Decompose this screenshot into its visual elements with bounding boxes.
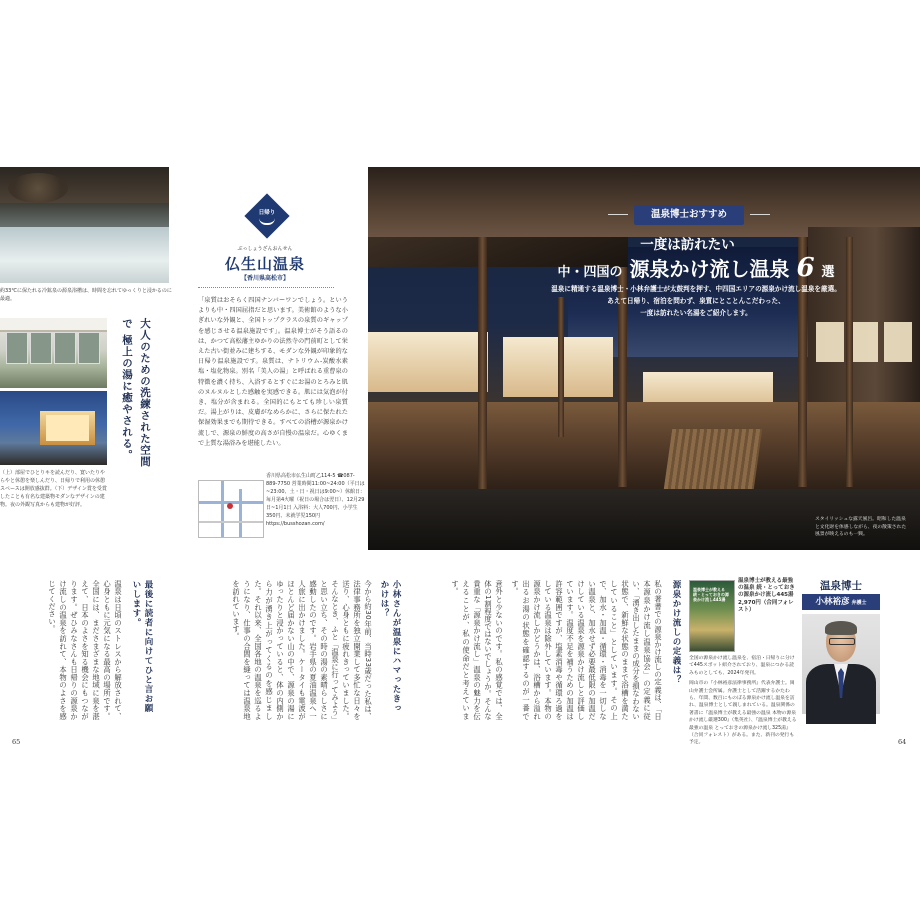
hero-title-line2 <box>536 253 856 283</box>
access-map <box>198 480 264 538</box>
hero-title-prefix: 中・四国の <box>557 265 623 280</box>
hero-title-number: 6 <box>796 253 815 283</box>
book-price: 2,970円（合同フォレスト） <box>738 599 794 613</box>
onsen-location: 【香川県高松市】 <box>240 275 289 282</box>
expert-role: 弁護士 <box>851 600 867 606</box>
book-desc-text: 全国の源泉かけ流し温泉を、宿泊・日帰りに分けて445スポット紹介されており、温泉につかる読みものとしても、2024年発刊。 <box>689 656 795 676</box>
expert-profile: 岡山市の『小林裕彦法律事務所』代表弁護士。岡山弁護士会所属。弁護士として活躍するかたわら、年間、数百にものぼる源泉かけ流し温泉を訪れ、温泉博士として親しまれている。温泉関係の著書に『温泉博士が教える最強の温泉 本物の源泉かけ流し厳選300』（集英社）、『温泉博士が教える最強の温泉 とっておきの源泉かけ流し325湯』（合同フォレスト）がある。また、新刊の発行も予定。 <box>689 681 797 746</box>
onsen-ruby: ぶっしょうざんおんせん <box>237 246 293 252</box>
photo-bottom-caption: （上）部屋でひとりキを読んだり、寛いたりやらやと休憩を楽しんだり、日帰りで利用の休憩スペースは開放感抜群。（下）デザイン賞を受賞したことも有名な建築物モダンなデザインの建物。夜の外観写真からも建物が好評。 <box>0 470 107 508</box>
mid-col-text-b: 今から約30年前、当時33歳だった私は、法律事務所を独立開業して多忙な日々を送り、心身ともに疲れきっていました。そんなとき、ふと「温泉に行ってみよう」と思い立ち、その時の湯の素晴らしさに感動したのです。岩手県の夏油温泉へ一人旅に出かけました。ケータイも電波がほとんど届かない山の中で、源泉の湯にゆったりと浸かっていると、体の内側から力が湧き上がってくるのを感じました。それ以来、全国各地の温泉を巡るようになり、仕事の合間を縫っては温泉地を訪れています。 <box>232 580 373 720</box>
hero-label: 温泉博士おすすめ <box>634 205 744 225</box>
hero-title-main: 源泉かけ流し温泉 <box>629 257 790 281</box>
photo-top-caption: 約33℃に保たれる冷鉱泉の源泉浴槽は、時間を忘れてゆっくりと浸かるのに最適。 <box>0 288 172 302</box>
hero-lead-3: 一度は訪れたい名湯をご紹介します。 <box>640 309 752 317</box>
onsen-body-text: 「泉質はおそらく四国ナンバーワンでしょう。というよりも中・四国屈指だと思います。美術館のような小ぎれいな外観と、全国トップクラスの泉質のギャップを感じさせる温泉施設です」。温泉博士がそう語るのは、かつて高松藩主ゆかりの法然寺の門前町として栄えた古い街並みに建ちする、モダンな外観が印象的な日帰り温泉施設です。泉質は、ナトリウム-炭酸水素塩・塩化物泉。別名「美人の湯」と呼ばれる重曹泉の特徴を濃く持ち、入浴するとすぐにお湯のとろみと肌のヌルヌルとした感触を実感できる。肌には気泡が付き、塩分が含まれる。全国的にもとても珍しい泉質だ。湯上がりは、皮膚がなめらかに、さらに保たれた保湿効果までも期待できる。すべての浴槽が源泉かけ流しで、源泉の鮮度の高さが自慢の温泉だ。心ゆくまで上質な湯浴みを堪能したい。 <box>198 297 348 447</box>
day-trip-badge <box>244 193 289 238</box>
hero-title-suffix: 選 <box>821 265 835 280</box>
onsen-info: 香川県高松市仏生山町乙114-5 ☎087-889-7750 営業時間11:00~24:00（平日は~23:00、土・日・祝日は9:00~）休館日：毎月第4火曜（祝日の場合は翌日）、12月29日~1月1日 入浴料：大人700円、小学生350円、未就学児150円 https://busshozan.com/ <box>266 473 366 527</box>
hero-lead <box>536 283 856 319</box>
hero-title-line1: 一度は訪れたい <box>640 237 735 253</box>
page-number-left: 65 <box>12 738 21 746</box>
rest-area-photo <box>0 318 107 388</box>
onsen-name: 仏生山温泉 <box>224 255 305 273</box>
hero-lead-1: 温泉に精通する温泉博士・小林弁護士が太鼓判を押す、中四国エリアの源泉かけ流し温泉を厳選。 <box>551 285 841 293</box>
book-info <box>738 578 798 614</box>
expert-title: 温泉博士 <box>820 580 862 592</box>
hero-lead-2: あえて日帰り、宿泊を問わず、泉質にとことんこだわった、 <box>607 297 785 305</box>
left-col-heading: 最後に読者に向けてひと言お願いします。 <box>131 580 153 713</box>
book-cover-title: 温泉博士が教える 続・とっておきの源泉かけ流し445湯 <box>693 587 729 602</box>
onsen-bath-photo <box>0 167 169 283</box>
book-title: 温泉博士が教える最強の温泉 続・とっておきの源泉かけ流し445湯 <box>738 578 795 599</box>
right-col-text: 私の著書での源泉かけ流しの定義は、「日本源泉かけ流し温泉協会」の定義に従い、「湧き出したままの成分を損なわない状態で、新鮮な状態のままで浴槽を満たしていること」としています。その上で、加水・加温・循環・消毒を一切しない温泉と、加水せず必要最低限の加温だけしている温泉を源泉かけ流しと評価しています。温度不足を補うための加温は許容範囲ですが、塩素消毒や循環ろ過をしている温泉は除外しています。本物の源泉かけ流しかどうかは、浴槽から溢れ出るお湯の状態を確認するのが一番です。 <box>511 580 663 720</box>
expert-portrait <box>802 614 880 714</box>
divider <box>198 287 334 288</box>
page-number-right: 64 <box>898 738 907 746</box>
building-exterior-photo <box>0 391 107 465</box>
location-pin-icon <box>227 503 233 509</box>
mid-col-heading: 小林さんが温泉にハマったきっかけは？ <box>379 580 401 713</box>
expert-name: 小林裕彦 <box>815 597 850 607</box>
left-col-text: 温泉は日頃のストレスから解放されて、心身ともに元気になる最高の場所です。全国には、まださまざまな地域に泉を湛えて、日本のよさを知る機会にもつながります。ぜひみなさんも日帰りの源泉かけ流しの温泉を訪れて、本物のよさを感じてください。 <box>48 580 123 720</box>
right-col-heading: 源泉かけ流しの定義は？ <box>671 580 681 685</box>
book-description <box>689 655 797 758</box>
expert-name-box <box>802 594 880 610</box>
day-trip-badge-label: 日帰り <box>258 210 276 216</box>
hero-caption: スタイリッシュな露天風呂。昭和した温泉と文化財を体感しながら、夜の散策された風景が映えるのも一興。 <box>815 517 907 537</box>
vertical-title: 大人のための洗練された空間で 極上の湯に癒やされる。 <box>121 318 151 468</box>
book-cover <box>689 580 735 652</box>
mid-col-text-a: 意外と少ないのです。私の感覚では、全体の1割程度ではないでしょうか。そんな貴重な「源泉かけ流し」温泉の魅力を伝えることが、私の使命だと考えています。 <box>451 580 504 720</box>
